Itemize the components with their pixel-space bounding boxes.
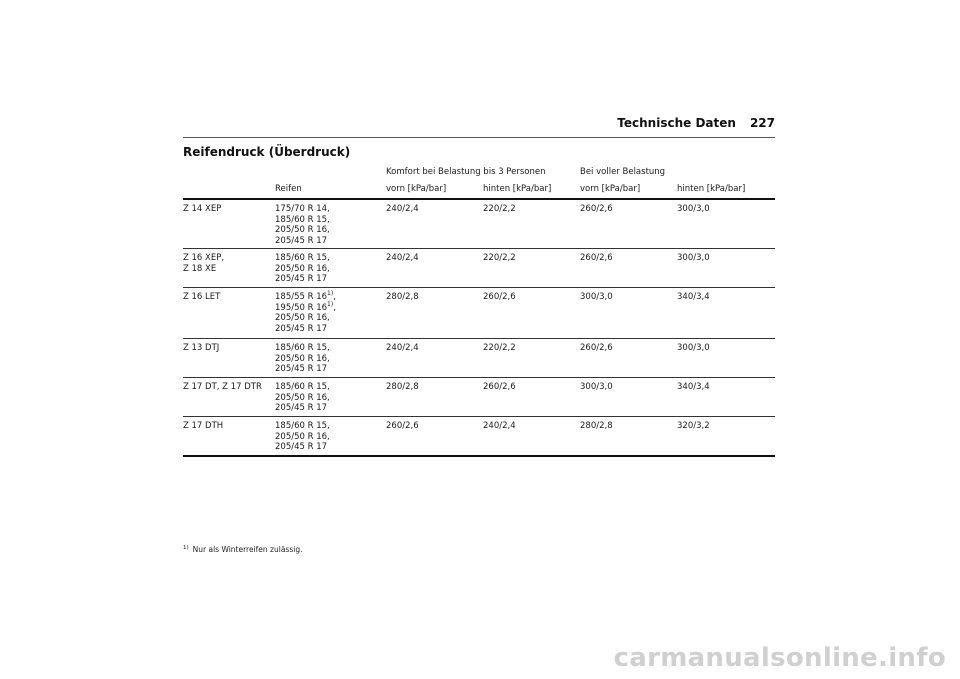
- tires-cell: 185/55 R 16$^{1)}$, 195/50 R 16$^{1)}$, 205/50 R 16, 205/45 R 17: [275, 290, 336, 334]
- tires-cell: 185/60 R 15, 205/50 R 16, 205/45 R 17: [275, 421, 330, 452]
- table-row: [183, 249, 775, 288]
- value-cell: 260/2,6: [580, 204, 613, 214]
- value-cell: 240/2,4: [483, 421, 516, 431]
- value-cell: 280/2,8: [580, 421, 613, 431]
- value-cell: 260/2,6: [386, 421, 419, 431]
- value-cell: 320/3,2: [677, 421, 710, 431]
- page-header: [617, 116, 775, 130]
- value-cell: 220/2,2: [483, 253, 516, 263]
- value-cell: 300/3,0: [580, 382, 613, 392]
- value-cell: 280/2,8: [386, 292, 419, 302]
- value-cell: 300/3,0: [677, 253, 710, 263]
- tires-cell: 185/60 R 15, 205/50 R 16, 205/45 R 17: [275, 382, 330, 413]
- value-cell: 220/2,2: [483, 204, 516, 214]
- table-row: [183, 339, 775, 378]
- watermark: carmanualsonline.info: [613, 643, 946, 673]
- section-title: Reifendruck (Überdruck): [183, 145, 351, 159]
- group-header-comfort: Komfort bei Belastung bis 3 Personen: [386, 167, 546, 177]
- value-cell: 280/2,8: [386, 382, 419, 392]
- tires-cell: 185/60 R 15, 205/50 R 16, 205/45 R 17: [275, 253, 330, 284]
- value-cell: 300/3,0: [677, 343, 710, 353]
- column-header-comfort-front: vorn [kPa/bar]: [386, 184, 447, 194]
- tires-cell: 175/70 R 14, 185/60 R 15, 205/50 R 16, 205/45 R 17: [275, 204, 330, 246]
- column-header-row: [183, 182, 775, 200]
- value-cell: 300/3,0: [580, 292, 613, 302]
- table-row: [183, 288, 775, 339]
- value-cell: 340/3,4: [677, 382, 710, 392]
- engine-cell: Z 14 XEP: [183, 204, 222, 214]
- footnote-marker: 1): [327, 300, 334, 308]
- table-row: [183, 200, 775, 249]
- page-number: 227: [749, 116, 775, 130]
- footnote-text: Nur als Winterreifen zulässig.: [192, 545, 303, 554]
- group-header-full-load: Bei voller Belastung: [580, 167, 666, 177]
- value-cell: 340/3,4: [677, 292, 710, 302]
- engine-cell: Z 13 DTJ: [183, 343, 220, 353]
- value-cell: 220/2,2: [483, 343, 516, 353]
- value-cell: 240/2,4: [386, 343, 419, 353]
- tire-pressure-table: [183, 167, 775, 457]
- table-row: [183, 378, 775, 417]
- engine-cell: Z 17 DTH: [183, 421, 224, 431]
- column-header-full-rear: hinten [kPa/bar]: [677, 184, 746, 194]
- column-header-full-front: vorn [kPa/bar]: [580, 184, 641, 194]
- header-divider: [183, 137, 775, 138]
- engine-cell: Z 16 LET: [183, 292, 221, 302]
- table-row: [183, 417, 775, 457]
- value-cell: 260/2,6: [483, 292, 516, 302]
- engine-cell: Z 16 XEP, Z 18 XE: [183, 253, 225, 274]
- group-header-row: [183, 167, 775, 182]
- value-cell: 300/3,0: [677, 204, 710, 214]
- column-header-comfort-rear: hinten [kPa/bar]: [483, 184, 552, 194]
- value-cell: 260/2,6: [580, 253, 613, 263]
- value-cell: 240/2,4: [386, 253, 419, 263]
- footnote-marker: 1): [183, 544, 189, 551]
- value-cell: 260/2,6: [483, 382, 516, 392]
- header-title: Technische Daten: [617, 116, 736, 130]
- tires-cell: 185/60 R 15, 205/50 R 16, 205/45 R 17: [275, 343, 330, 374]
- footnote: [183, 545, 302, 554]
- footnote-marker: 1): [327, 290, 334, 298]
- value-cell: 260/2,6: [580, 343, 613, 353]
- value-cell: 240/2,4: [386, 204, 419, 214]
- column-header-tires: Reifen: [275, 184, 302, 194]
- engine-cell: Z 17 DT, Z 17 DTR: [183, 382, 262, 392]
